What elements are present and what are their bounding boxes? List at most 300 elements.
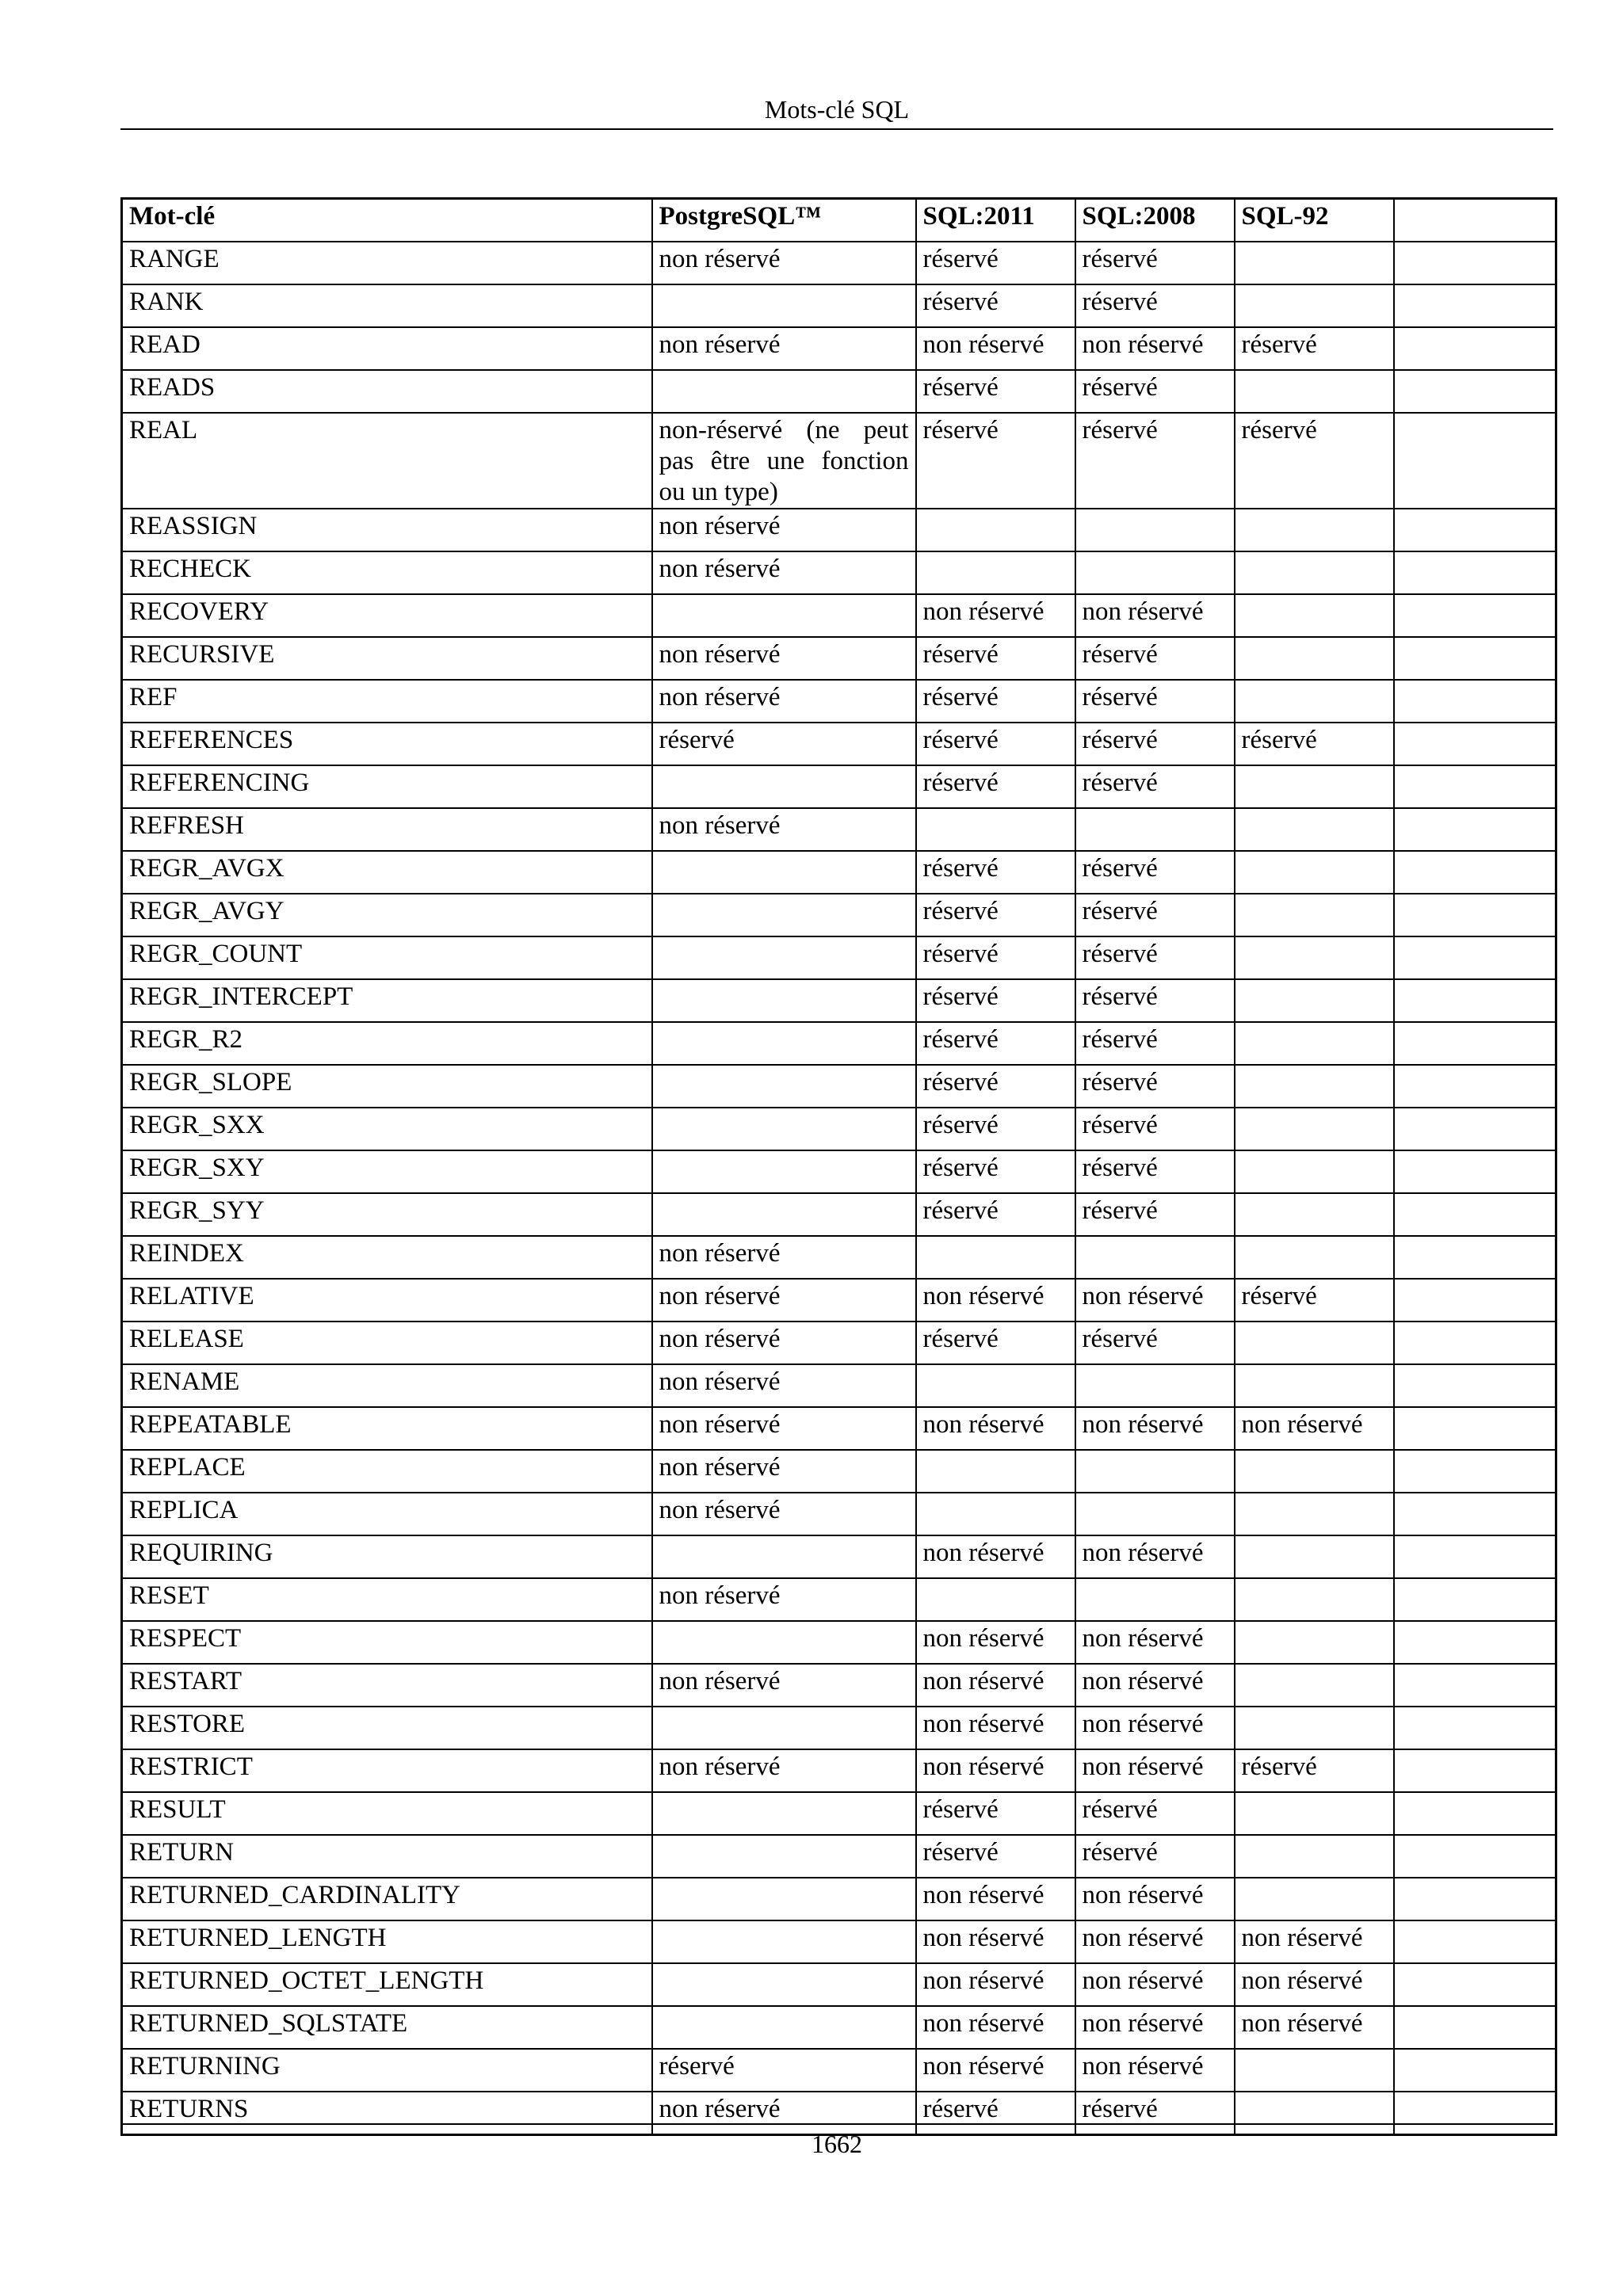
cell-sql2011: réservé [916,1322,1075,1364]
cell-empty [1394,1792,1556,1835]
column-header-keyword: Mot-clé [122,199,652,242]
cell-sql92: non réservé [1235,2006,1394,2049]
cell-keyword: RETURNING [122,2049,652,2092]
cell-empty [1394,327,1556,370]
cell-sql92 [1235,1108,1394,1150]
cell-keyword: REF [122,680,652,723]
cell-keyword: RETURN [122,1835,652,1878]
cell-postgresql [652,1022,916,1065]
cell-sql2008: non réservé [1075,1535,1235,1578]
cell-keyword: REAL [122,413,652,509]
cell-postgresql: non réservé [652,1450,916,1493]
cell-postgresql: réservé [652,2049,916,2092]
cell-keyword: RANGE [122,242,652,284]
cell-sql2011: réservé [916,894,1075,936]
cell-sql2008: réservé [1075,1792,1235,1835]
cell-sql2008 [1075,1364,1235,1407]
cell-postgresql: non réservé [652,637,916,680]
table-row [122,1707,1556,1749]
cell-empty [1394,765,1556,808]
page-number: 1662 [812,2130,862,2158]
cell-sql92 [1235,1878,1394,1920]
cell-empty [1394,1707,1556,1749]
table-row [122,808,1556,851]
cell-sql2011: réservé [916,2092,1075,2135]
footer-rule [120,2123,1553,2125]
cell-sql2008: non réservé [1075,1878,1235,1920]
cell-sql2008: réservé [1075,370,1235,413]
table-row [122,894,1556,936]
cell-postgresql [652,851,916,894]
table-row [122,1920,1556,1963]
cell-sql2011: réservé [916,637,1075,680]
cell-keyword: REGR_SXX [122,1108,652,1150]
table-row [122,1493,1556,1535]
cell-postgresql: non réservé [652,1236,916,1279]
cell-sql2008 [1075,1450,1235,1493]
cell-sql2008: non réservé [1075,1407,1235,1450]
table-row [122,1364,1556,1407]
cell-sql2008: non réservé [1075,1749,1235,1792]
table-body [122,242,1556,2135]
cell-sql2008: réservé [1075,2092,1235,2135]
table-row [122,2006,1556,2049]
cell-sql2008: non réservé [1075,2049,1235,2092]
table-row [122,1535,1556,1578]
cell-sql92 [1235,284,1394,327]
cell-sql2008: réservé [1075,1322,1235,1364]
cell-sql2008: réservé [1075,765,1235,808]
cell-postgresql [652,1792,916,1835]
cell-sql2011: réservé [916,1193,1075,1236]
cell-postgresql [652,1108,916,1150]
table-row [122,284,1556,327]
cell-sql92 [1235,680,1394,723]
cell-keyword: REGR_SYY [122,1193,652,1236]
table-row [122,413,1556,509]
cell-keyword: REPEATABLE [122,1407,652,1450]
cell-sql2011: réservé [916,765,1075,808]
cell-sql2008: réservé [1075,637,1235,680]
cell-postgresql [652,1920,916,1963]
cell-sql92 [1235,1364,1394,1407]
table-row [122,637,1556,680]
cell-postgresql [652,1535,916,1578]
cell-empty [1394,2049,1556,2092]
cell-keyword: READS [122,370,652,413]
cell-sql2008: réservé [1075,680,1235,723]
cell-empty [1394,979,1556,1022]
table-row [122,1236,1556,1279]
table-row [122,1108,1556,1150]
cell-sql92 [1235,765,1394,808]
cell-postgresql [652,370,916,413]
table-row [122,1878,1556,1920]
cell-sql92 [1235,1493,1394,1535]
cell-sql2008: réservé [1075,851,1235,894]
cell-sql92 [1235,594,1394,637]
cell-empty [1394,594,1556,637]
cell-keyword: RETURNS [122,2092,652,2135]
cell-sql2011: non réservé [916,594,1075,637]
cell-sql92 [1235,1193,1394,1236]
cell-postgresql [652,594,916,637]
table-row [122,327,1556,370]
cell-empty [1394,1963,1556,2006]
cell-sql2011 [916,808,1075,851]
cell-postgresql [652,1065,916,1108]
cell-sql2008: réservé [1075,1108,1235,1150]
cell-sql2011: réservé [916,1065,1075,1108]
cell-keyword: RECHECK [122,551,652,594]
cell-sql2011: non réservé [916,1535,1075,1578]
cell-keyword: RELEASE [122,1322,652,1364]
cell-sql92 [1235,509,1394,551]
cell-sql2008: réservé [1075,894,1235,936]
cell-postgresql: non réservé [652,1407,916,1450]
cell-empty [1394,1878,1556,1920]
cell-keyword: RECURSIVE [122,637,652,680]
cell-empty [1394,1150,1556,1193]
cell-keyword: RETURNED_OCTET_LENGTH [122,1963,652,2006]
column-header-sql92: SQL-92 [1235,199,1394,242]
table-row [122,2049,1556,2092]
cell-sql2011 [916,1493,1075,1535]
cell-empty [1394,551,1556,594]
cell-sql2011 [916,509,1075,551]
cell-keyword: REGR_SLOPE [122,1065,652,1108]
cell-sql2011: réservé [916,1108,1075,1150]
cell-sql2008: réservé [1075,1150,1235,1193]
cell-postgresql [652,936,916,979]
table-header-row [122,199,1556,242]
cell-empty [1394,1578,1556,1621]
cell-empty [1394,1535,1556,1578]
cell-sql2011 [916,1450,1075,1493]
cell-postgresql: non réservé [652,1364,916,1407]
table-row [122,594,1556,637]
table-row [122,1065,1556,1108]
cell-postgresql: non-réservé (ne peut pas être une fonction ou un type) [652,413,916,509]
table-row [122,1792,1556,1835]
cell-sql2011 [916,1578,1075,1621]
cell-sql2008 [1075,1578,1235,1621]
cell-sql2008: non réservé [1075,1963,1235,2006]
cell-sql2011: réservé [916,1022,1075,1065]
cell-sql2011: réservé [916,370,1075,413]
table-row [122,1150,1556,1193]
table-row [122,1407,1556,1450]
cell-keyword: REFERENCING [122,765,652,808]
cell-empty [1394,1236,1556,1279]
table-row [122,551,1556,594]
cell-postgresql: non réservé [652,509,916,551]
cell-sql2011: non réservé [916,327,1075,370]
table-row [122,509,1556,551]
cell-keyword: REPLICA [122,1493,652,1535]
cell-sql2008: non réservé [1075,2006,1235,2049]
cell-sql2008: réservé [1075,1193,1235,1236]
cell-sql2008 [1075,1493,1235,1535]
cell-sql92 [1235,1707,1394,1749]
cell-sql2011 [916,551,1075,594]
cell-sql2008 [1075,509,1235,551]
cell-sql2008 [1075,1236,1235,1279]
cell-sql2011 [916,1364,1075,1407]
cell-sql2008: réservé [1075,979,1235,1022]
cell-sql92 [1235,1792,1394,1835]
header-rule [120,128,1553,130]
cell-sql92: réservé [1235,1749,1394,1792]
table-row [122,1749,1556,1792]
table-row [122,1022,1556,1065]
cell-sql2008: réservé [1075,1065,1235,1108]
cell-keyword: RESPECT [122,1621,652,1664]
cell-sql92 [1235,1621,1394,1664]
cell-sql2011: non réservé [916,1407,1075,1450]
cell-empty [1394,851,1556,894]
cell-keyword: REGR_SXY [122,1150,652,1193]
cell-postgresql [652,894,916,936]
cell-postgresql: non réservé [652,1493,916,1535]
cell-sql92: réservé [1235,1279,1394,1322]
cell-empty [1394,1920,1556,1963]
cell-keyword: REPLACE [122,1450,652,1493]
cell-keyword: RESTORE [122,1707,652,1749]
cell-empty [1394,284,1556,327]
cell-empty [1394,1364,1556,1407]
cell-postgresql [652,1707,916,1749]
cell-sql2011: non réservé [916,1664,1075,1707]
cell-keyword: RENAME [122,1364,652,1407]
cell-sql2008: non réservé [1075,594,1235,637]
cell-empty [1394,1493,1556,1535]
cell-keyword: REGR_AVGY [122,894,652,936]
cell-sql92 [1235,1578,1394,1621]
cell-sql2008: non réservé [1075,1279,1235,1322]
cell-postgresql [652,1835,916,1878]
cell-sql2008: non réservé [1075,1664,1235,1707]
cell-sql2011: non réservé [916,1707,1075,1749]
cell-postgresql: non réservé [652,1664,916,1707]
cell-keyword: RANK [122,284,652,327]
cell-empty [1394,1279,1556,1322]
cell-postgresql [652,1621,916,1664]
cell-keyword: READ [122,327,652,370]
cell-postgresql: non réservé [652,1322,916,1364]
cell-empty [1394,894,1556,936]
cell-keyword: RESET [122,1578,652,1621]
cell-sql2011: non réservé [916,1920,1075,1963]
cell-sql92 [1235,808,1394,851]
cell-sql2008: réservé [1075,723,1235,765]
cell-keyword: RECOVERY [122,594,652,637]
cell-sql92: non réservé [1235,1920,1394,1963]
table-row [122,1450,1556,1493]
cell-sql2011: réservé [916,851,1075,894]
cell-keyword: REINDEX [122,1236,652,1279]
cell-empty [1394,1108,1556,1150]
cell-keyword: RESULT [122,1792,652,1835]
cell-sql92 [1235,1065,1394,1108]
cell-empty [1394,242,1556,284]
table-row [122,1963,1556,2006]
cell-sql2011: non réservé [916,1749,1075,1792]
cell-empty [1394,680,1556,723]
cell-sql2008: non réservé [1075,1707,1235,1749]
cell-keyword: RETURNED_LENGTH [122,1920,652,1963]
cell-keyword: RELATIVE [122,1279,652,1322]
cell-keyword: REQUIRING [122,1535,652,1578]
column-header-sql2011: SQL:2011 [916,199,1075,242]
cell-empty [1394,1664,1556,1707]
table-row [122,979,1556,1022]
cell-keyword: RETURNED_SQLSTATE [122,2006,652,2049]
cell-postgresql [652,2006,916,2049]
cell-keyword: REFERENCES [122,723,652,765]
cell-postgresql [652,765,916,808]
cell-sql92 [1235,851,1394,894]
cell-sql92 [1235,551,1394,594]
cell-empty [1394,1835,1556,1878]
cell-postgresql: réservé [652,723,916,765]
cell-sql2011 [916,1236,1075,1279]
cell-sql2008: non réservé [1075,1621,1235,1664]
cell-postgresql: non réservé [652,242,916,284]
cell-sql92 [1235,637,1394,680]
keywords-table [120,197,1557,2136]
cell-postgresql: non réservé [652,1749,916,1792]
cell-sql2011: réservé [916,1150,1075,1193]
cell-sql2011: réservé [916,979,1075,1022]
cell-empty [1394,723,1556,765]
table-row [122,1279,1556,1322]
cell-sql2011: réservé [916,680,1075,723]
cell-sql92 [1235,1150,1394,1193]
cell-sql2008: réservé [1075,242,1235,284]
cell-sql92: non réservé [1235,1963,1394,2006]
cell-sql92 [1235,1535,1394,1578]
cell-sql2008: réservé [1075,1022,1235,1065]
cell-postgresql: non réservé [652,551,916,594]
table-row [122,723,1556,765]
cell-empty [1394,1065,1556,1108]
cell-sql2008: réservé [1075,413,1235,509]
cell-empty [1394,1450,1556,1493]
cell-sql2011: non réservé [916,1963,1075,2006]
cell-sql92 [1235,370,1394,413]
cell-sql2011: non réservé [916,2049,1075,2092]
table-row [122,1322,1556,1364]
cell-sql92: non réservé [1235,1407,1394,1450]
cell-postgresql [652,1878,916,1920]
cell-keyword: REGR_INTERCEPT [122,979,652,1022]
table-row [122,1835,1556,1878]
cell-keyword: REGR_COUNT [122,936,652,979]
cell-sql92 [1235,979,1394,1022]
cell-empty [1394,2006,1556,2049]
cell-empty [1394,1407,1556,1450]
cell-empty [1394,1749,1556,1792]
cell-sql2008 [1075,551,1235,594]
cell-sql92 [1235,242,1394,284]
cell-sql2011: non réservé [916,1621,1075,1664]
cell-sql2008: non réservé [1075,1920,1235,1963]
column-header-sql2008: SQL:2008 [1075,199,1235,242]
cell-empty [1394,936,1556,979]
cell-keyword: RESTRICT [122,1749,652,1792]
cell-postgresql: non réservé [652,808,916,851]
cell-sql2011: réservé [916,242,1075,284]
table-row [122,242,1556,284]
cell-empty [1394,637,1556,680]
table-row [122,765,1556,808]
table-row [122,680,1556,723]
cell-postgresql: non réservé [652,2092,916,2135]
cell-sql92 [1235,936,1394,979]
table-row [122,370,1556,413]
cell-sql92 [1235,894,1394,936]
cell-keyword: RETURNED_CARDINALITY [122,1878,652,1920]
cell-sql2008 [1075,808,1235,851]
cell-empty [1394,1022,1556,1065]
cell-postgresql [652,1150,916,1193]
column-header-empty [1394,199,1556,242]
cell-sql2011: non réservé [916,1279,1075,1322]
cell-keyword: REASSIGN [122,509,652,551]
cell-sql92 [1235,1322,1394,1364]
cell-sql92: réservé [1235,723,1394,765]
cell-sql2011: réservé [916,1792,1075,1835]
cell-sql2008: réservé [1075,284,1235,327]
cell-empty [1394,509,1556,551]
table-row [122,1578,1556,1621]
cell-empty [1394,1193,1556,1236]
cell-sql2011: non réservé [916,1878,1075,1920]
cell-postgresql: non réservé [652,680,916,723]
cell-keyword: REGR_AVGX [122,851,652,894]
cell-sql2008: réservé [1075,1835,1235,1878]
table-row [122,851,1556,894]
cell-sql2011: réservé [916,284,1075,327]
cell-sql92 [1235,1236,1394,1279]
cell-empty [1394,370,1556,413]
cell-postgresql [652,1963,916,2006]
cell-sql92 [1235,2049,1394,2092]
cell-empty [1394,413,1556,509]
cell-sql92 [1235,1835,1394,1878]
cell-sql2011: réservé [916,413,1075,509]
cell-postgresql [652,1193,916,1236]
cell-sql2008: réservé [1075,936,1235,979]
cell-keyword: REGR_R2 [122,1022,652,1065]
cell-postgresql: non réservé [652,1578,916,1621]
cell-postgresql [652,284,916,327]
cell-sql92 [1235,1022,1394,1065]
table-row [122,1193,1556,1236]
cell-sql92 [1235,1664,1394,1707]
cell-empty [1394,1621,1556,1664]
cell-postgresql: non réservé [652,327,916,370]
cell-keyword: REFRESH [122,808,652,851]
cell-empty [1394,808,1556,851]
cell-sql2011: réservé [916,723,1075,765]
table-row [122,1664,1556,1707]
column-header-postgresql: PostgreSQL™ [652,199,916,242]
cell-sql92: réservé [1235,327,1394,370]
cell-sql2011: réservé [916,936,1075,979]
page-header-title: Mots-clé SQL [764,95,910,124]
